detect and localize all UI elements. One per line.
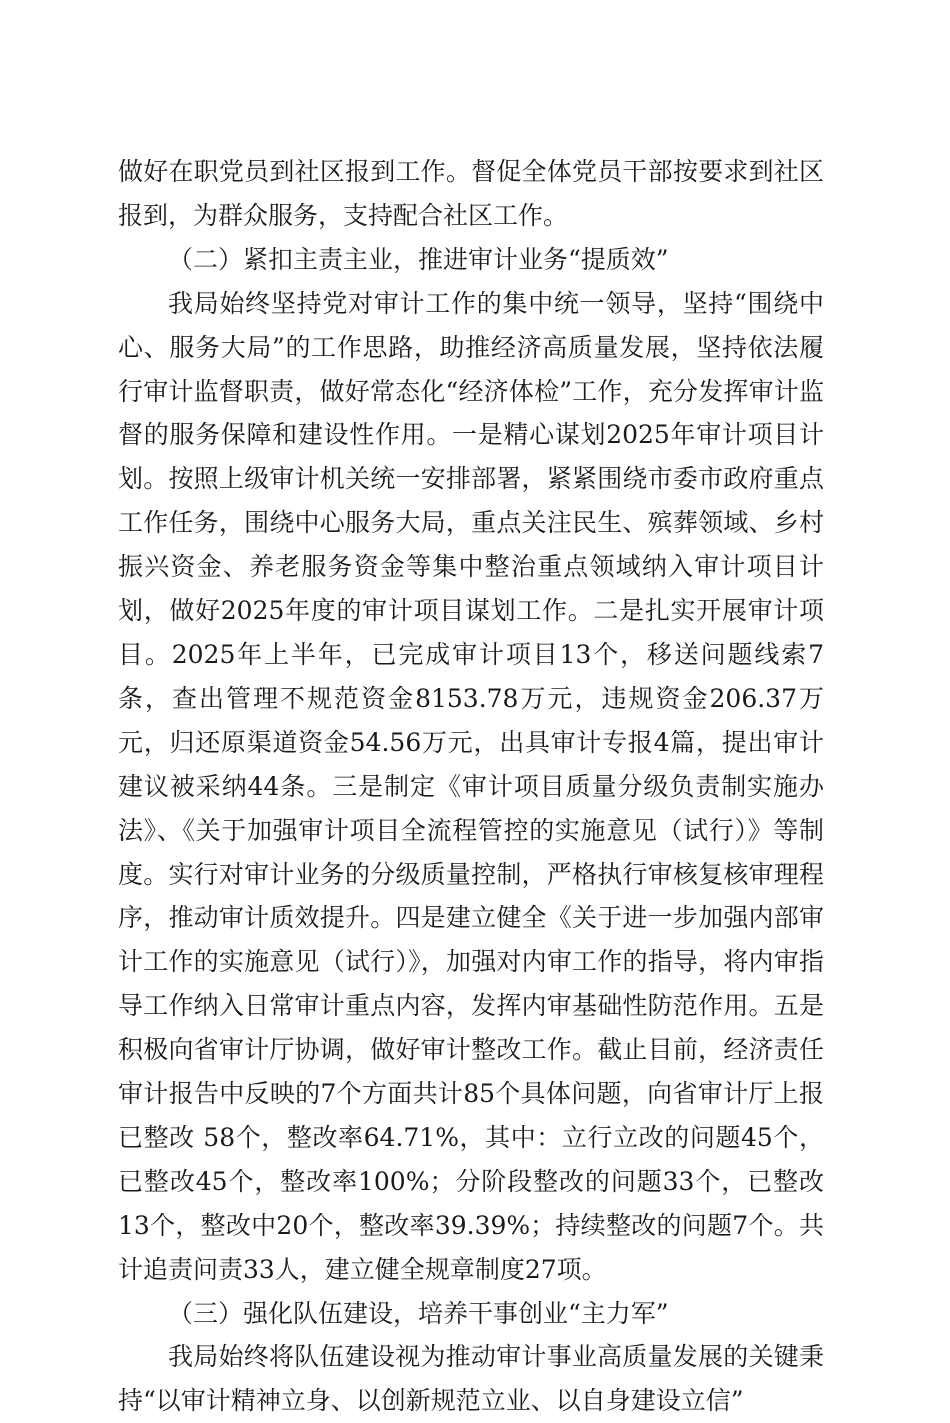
section-heading-3: （三）强化队伍建设，培养干事创业“主力军” xyxy=(168,1298,669,1328)
paragraph-community-report: 做好在职党员到社区报到工作。督促全体党员干部按要求到社区报到，为群众服务，支持配合社区工作。 xyxy=(118,157,824,230)
document-body xyxy=(118,150,824,1423)
paragraph-team-building: 我局始终将队伍建设视为推动审计事业高质量发展的关键秉持“以审计精神立身、以创新规范立业、以自身建设立信” xyxy=(118,1342,824,1416)
paragraph-audit-business: 我局始终坚持党对审计工作的集中统一领导，坚持“围绕中心、服务大局”的工作思路，助推经济高质量发展，坚持依法履行审计监督职责，做好常态化“经济体检”工作，充分发挥审计监督的服务保障和建设性作用。一是精心谋划2025年审计项目计划。按照上级审计机关统一安排部署，紧紧围绕市委市政府重点工作任务，围绕中心服务大局，重点关注民生、殡葬领域、乡村振兴资金、养老服务资金等集中整治重点领域纳入审计项目计划，做好2025年度的审计项目谋划工作。二是扎实开展审计项目。2025年上半年，已完成审计项目13个，移送问题线索7条，查出管理不规范资金8153.78万元，违规资金206.37万元，归还原渠道资金54.56万元，出具审计专报4篇，提出审计建议被采纳44条。三是制定《审计项目质量分级负责制实施办法》、《关于加强审计项目全流程管控的实施意见（试行）》等制度。实行对审计业务的分级质量控制，严格执行审核复核审理程序，推动审计质效提升。四是建立健全《关于进一步加强内部审计工作的实施意见（试行）》，加强对内审工作的指导，将内审指导工作纳入日常审计重点内容，发挥内审基础性防范作用。五是积极向省审计厅协调，做好审计整改工作。截止目前，经济责任审计报告中反映的7个方面共计85个具体问题，向省审计厅上报已整改 58个，整改率64.71%，其中：立行立改的问题45个，已整改45个，整改率100%；分阶段整改的问题33个，已整改13个，整改中20个，整改率39.39%；持续整改的问题7个。共计追责问责33人，建立健全规章制度27项。 xyxy=(118,288,824,1284)
section-heading-2: （二）紧扣主责主业，推进审计业务“提质效” xyxy=(168,244,669,274)
